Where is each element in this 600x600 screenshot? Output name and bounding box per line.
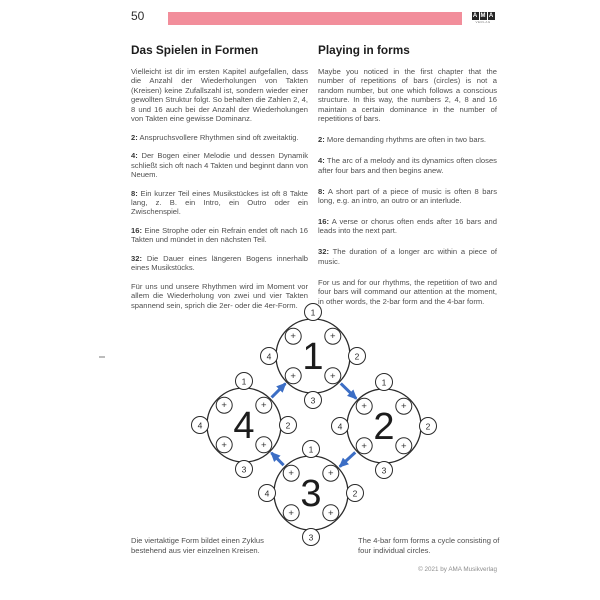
paragraph-german-2: 2: Anspruchsvollere Rhythmen sind oft zweitaktig. — [131, 132, 299, 142]
logo-subtitle: VERLAG — [475, 20, 491, 24]
satellite-label: 4 — [337, 421, 343, 432]
caption-english: The 4-bar form forms a cycle consisting of four individual circles. — [358, 536, 500, 555]
bar-number: 2 — [373, 406, 395, 448]
paragraph-german-4: 4: Der Bogen einer Melodie und dessen Dynamik schließt sich oft nach 4 Takten und beginnt dann von Neuem. — [131, 151, 308, 180]
paragraph-prefix: 32: — [131, 253, 142, 263]
paragraph-prefix: 16: — [318, 216, 329, 226]
satellite-label: + — [290, 370, 296, 382]
paragraph-german-intro: Vielleicht ist dir im ersten Kapitel aufgefallen, dass die Anzahl der Wiederholungen von Takten (Kreisen) keine Zufallszahl ist, sondern wieder einer gewollten Struktur folgt. So behalten die Zahlen 2, 4, 8 und 16 auch bei der Anzahl der Wiederholungen von Takten eine gewisse Dominanz. — [131, 67, 308, 124]
cycle-arrow — [271, 453, 283, 465]
paragraph-prefix: 2: — [131, 132, 138, 142]
paragraph-english-2: 2: More demanding rhythms are often in two bars. — [318, 135, 487, 145]
heading-german: Das Spielen in Formen — [131, 43, 259, 57]
paragraph-prefix: 4: — [318, 156, 325, 166]
satellite-label: + — [290, 331, 296, 343]
page-edge-mark — [99, 356, 105, 358]
paragraph-prefix: 16: — [131, 225, 142, 235]
paragraph-german-8: 8: Ein kurzer Teil eines Musikstückes ist oft 8 Takte lang, z. B. ein Intro, ein Outro oder ein Zwischenspiel. — [131, 188, 308, 217]
satellite-label: 2 — [285, 420, 291, 431]
satellite-label: + — [330, 370, 336, 382]
satellite-label: + — [401, 440, 407, 452]
logo-letter: M — [480, 13, 486, 19]
heading-english: Playing in forms — [318, 43, 410, 57]
paragraph-prefix: 32: — [318, 247, 329, 257]
paragraph-prefix: 8: — [318, 186, 325, 196]
satellite-label: + — [288, 507, 294, 519]
paragraph-english-32: 32: The duration of a longer arc within a piece of music. — [318, 247, 497, 266]
paragraph-english-8: 8: A short part of a piece of music is often 8 bars long, e.g. an intro, an outro or an interlude. — [318, 186, 498, 206]
satellite-label: 4 — [197, 420, 203, 431]
satellite-label: + — [221, 400, 227, 412]
caption-german: Die viertaktige Form bildet einen Zyklus bestehend aus vier einzelnen Kreisen. — [131, 536, 264, 555]
satellite-label: 3 — [310, 395, 316, 406]
cycle-arrow — [341, 383, 356, 398]
satellite-label: 1 — [381, 377, 387, 388]
cycle-arrow — [340, 452, 356, 466]
satellite-label: 3 — [308, 532, 314, 543]
satellite-label: + — [328, 468, 334, 480]
bar-number: 4 — [233, 405, 255, 447]
satellite-label: 3 — [381, 465, 387, 476]
paragraph-prefix: 2: — [318, 135, 325, 145]
paragraph-english-4: 4: The arc of a melody and its dynamics often closes after four bars and then begins anew. — [318, 156, 497, 175]
satellite-label: + — [288, 468, 294, 480]
satellite-label: 1 — [308, 444, 314, 455]
bar-number: 1 — [302, 336, 324, 378]
satellite-label: 2 — [354, 351, 360, 362]
satellite-label: 4 — [266, 351, 272, 362]
satellite-label: + — [261, 400, 267, 412]
paragraph-english-16: 16: A verse or chorus often ends after 16 bars and leads into the next part. — [318, 216, 497, 236]
satellite-label: + — [401, 401, 407, 413]
satellite-label: 1 — [310, 307, 316, 318]
satellite-label: + — [361, 401, 367, 413]
satellite-label: + — [361, 440, 367, 452]
paragraph-prefix: 8: — [131, 188, 138, 198]
satellite-label: + — [221, 439, 227, 451]
satellite-label: 2 — [425, 421, 431, 432]
page-number: 50 — [131, 9, 145, 23]
satellite-label: + — [330, 331, 336, 343]
paragraph-german-32: 32: Die Dauer eines längeren Bogens innerhalb eines Musikstücks. — [131, 253, 308, 273]
satellite-label: 1 — [241, 376, 247, 387]
satellite-label: + — [328, 507, 334, 519]
paragraph-english-intro: Maybe you noticed in the first chapter that the number of repetitions of bars (circles) is not a random number, but one which follows a conscious structure. In this way, the numbers 2, 4, 8 and 16 maintain a certain dominance in the number of repetitions of bars. — [318, 67, 497, 124]
bar-number: 3 — [300, 473, 322, 515]
paragraph-german-16: 16: Eine Strophe oder ein Refrain endet oft nach 16 Takten und mündet in den nächsten Teil. — [131, 225, 308, 245]
paragraph-prefix: 4: — [131, 151, 138, 161]
paragraph-english-outro: For us and for our rhythms, the repetition of two and four bars will command our attention at the moment, in other words, the 2-bar form and the 4-bar form. — [318, 277, 497, 306]
copyright-footer: © 2021 by AMA Musikverlag — [418, 566, 497, 573]
cycle-arrow — [272, 384, 286, 398]
paragraph-german-outro: Für uns und unsere Rhythmen wird im Moment vor allem die Wiederholung von zwei und vier Takten spannend sein, sprich die 2er- oder die 4er-Form. — [131, 281, 308, 310]
logo-letter: A — [488, 13, 494, 19]
satellite-label: 3 — [241, 464, 247, 475]
satellite-label: + — [261, 439, 267, 451]
satellite-label: 4 — [264, 488, 270, 499]
logo-letter: A — [472, 13, 478, 19]
satellite-label: 2 — [352, 488, 358, 499]
